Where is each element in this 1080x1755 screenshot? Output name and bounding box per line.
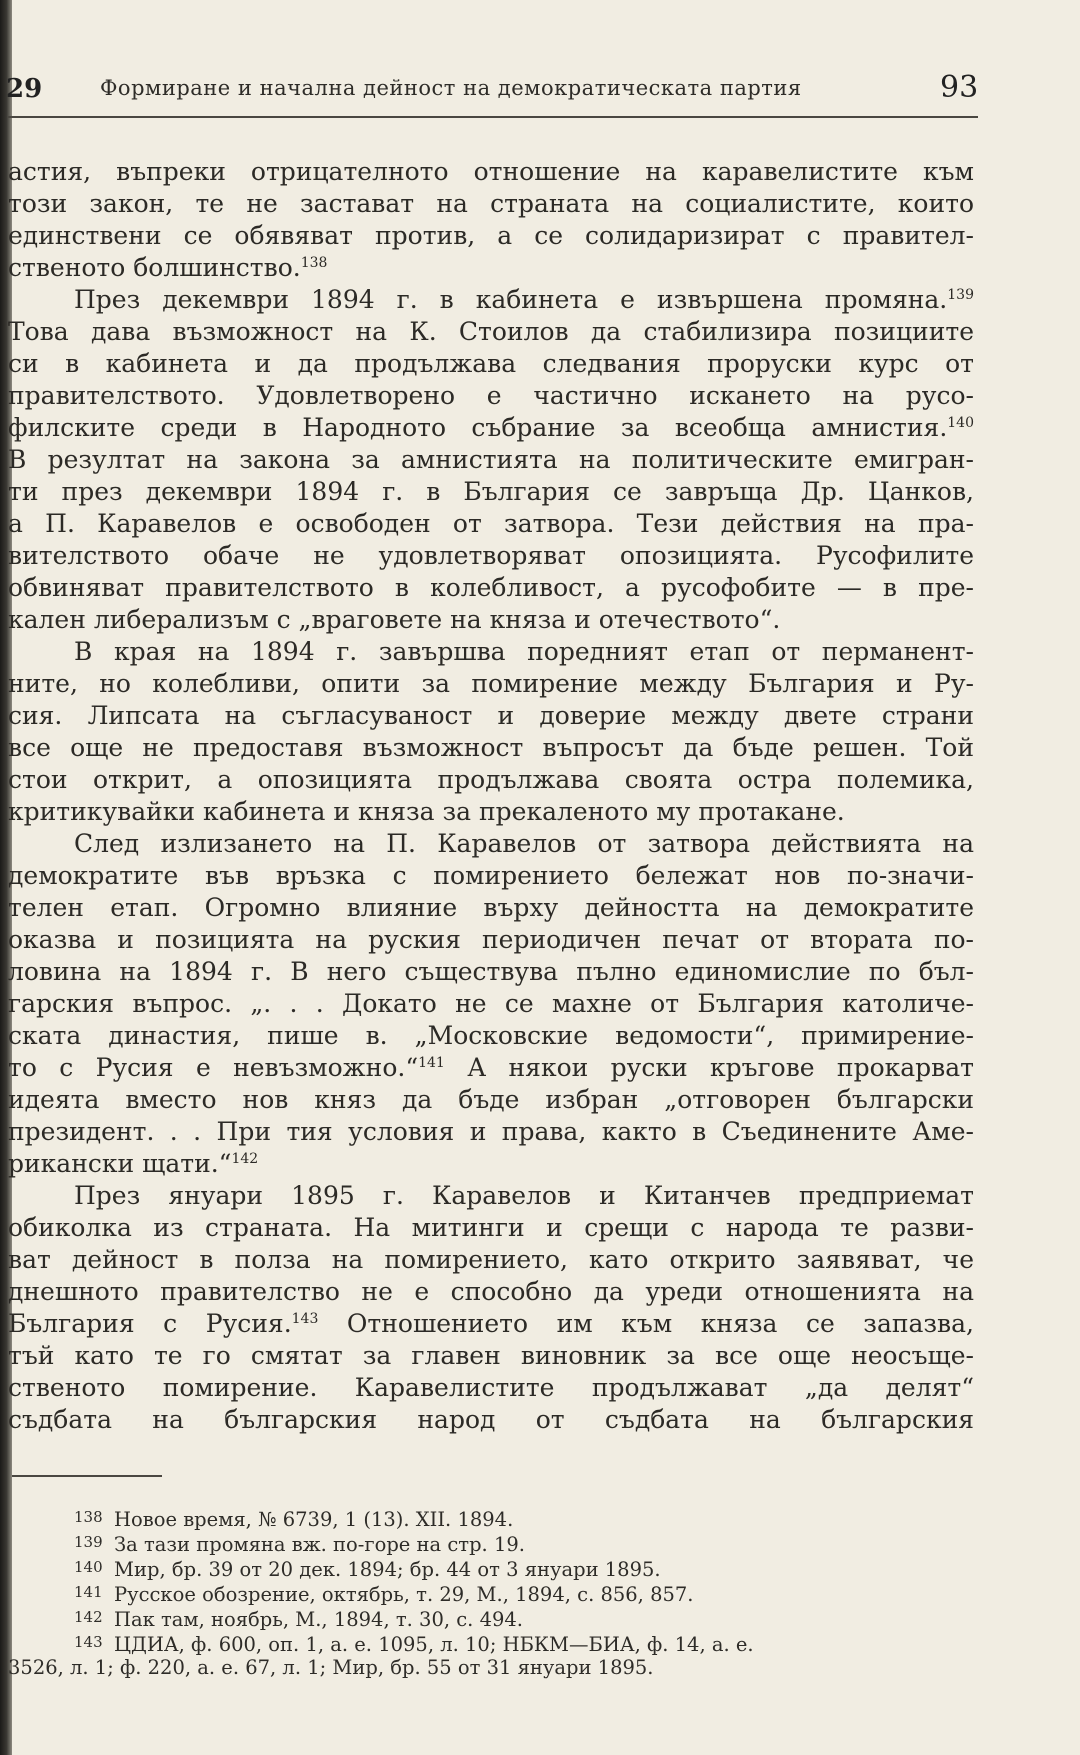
text-line [8, 1212, 974, 1244]
text-line [8, 1020, 974, 1052]
text-line [8, 828, 974, 860]
line-text: демократите във връзка с помирението бележат нов по-значи- [8, 861, 974, 890]
line-text: телен етап. Огромно влияние върху дейността на демократите [8, 893, 974, 922]
text-line [8, 1340, 974, 1372]
text-line [8, 924, 974, 956]
line-text: ти през декември 1894 г. в България се завръща Др. Цанков, [8, 477, 974, 506]
text-line [8, 668, 974, 700]
footnote-text: Пак там, ноябрь, М., 1894, т. 30, с. 494. [114, 1608, 523, 1631]
text-line [8, 1180, 974, 1212]
text-line [8, 1084, 974, 1116]
footnote-text: За тази промяна вж. по-горе на стр. 19. [114, 1533, 525, 1556]
header-divider [8, 116, 978, 118]
text-line [8, 1148, 974, 1180]
line-text: България с Русия. [8, 1309, 292, 1338]
line-text: В края на 1894 г. завършва поредният етап от перманент- [74, 637, 974, 666]
footnotes [8, 1505, 974, 1680]
page-header [0, 64, 980, 110]
line-text: ственото болшинство. [8, 253, 301, 282]
line-text: тъй като те го смятат за главен виновник за все още неосъще- [8, 1341, 974, 1370]
line-text-continued: А някои руски кръгове прокарват [444, 1053, 974, 1082]
footnote-text: Новое время, № 6739, 1 (13). XII. 1894. [114, 1508, 514, 1531]
line-text: След излизането на П. Каравелов от затвора действията на [74, 829, 974, 858]
text-line [8, 860, 974, 892]
text-line [8, 188, 974, 220]
line-text: астия, въпреки отрицателното отношение на каравелистите към [8, 157, 974, 186]
line-text: си в кабинета и да продължава следвания проруски курс от [8, 349, 974, 378]
line-text: критикувайки кабинета и княза за прекаленото му протакане. [8, 797, 845, 826]
running-title: Формиране и начална дейност на демократическата партия [100, 76, 802, 100]
footnote [8, 1530, 974, 1555]
line-text: стои открит, а опозицията продължава своята остра полемика, [8, 765, 974, 794]
text-line [8, 1404, 974, 1436]
line-text: а П. Каравелов е освободен от затвора. Тези действия на пра- [8, 509, 974, 538]
line-text: президент. . . При тия условия и права, както в Съединените Аме- [8, 1117, 974, 1146]
line-text: единствени се обявяват против, а се солидаризират с правител- [8, 221, 974, 250]
footnote-text: Русское обозрение, октябрь, т. 29, М., 1894, с. 856, 857. [114, 1583, 694, 1606]
line-text: филските среди в Народното събрание за всеобща амнистия. [8, 413, 948, 442]
text-line [8, 444, 974, 476]
line-text: През декември 1894 г. в кабинета е извършена промяна. [74, 285, 948, 314]
footnote-divider [12, 1475, 162, 1477]
text-line [8, 284, 974, 316]
line-text: ственото помирение. Каравелистите продължават „да делят“ [8, 1373, 974, 1402]
body-text [8, 156, 974, 1436]
footnote-number: 140 [74, 1558, 103, 1576]
text-line [8, 1308, 974, 1340]
text-line [8, 156, 974, 188]
line-text: вителството обаче не удовлетворяват опозицията. Русофилите [8, 541, 974, 570]
line-text: този закон, те не застават на страната на социалистите, които [8, 189, 974, 218]
line-text: обвиняват правителството в колебливост, а русофобите — в пре- [8, 573, 974, 602]
footnote [8, 1630, 974, 1655]
text-line [8, 796, 974, 828]
line-text: оказва и позицията на руския периодичен печат от втората по- [8, 925, 974, 954]
footnote-reference: 142 [231, 1151, 259, 1167]
text-line [8, 476, 974, 508]
line-text: гарския въпрос. „. . . Докато не се махне от България католиче- [8, 989, 974, 1018]
text-line [8, 988, 974, 1020]
text-line [8, 412, 974, 444]
text-line [8, 380, 974, 412]
text-line [8, 732, 974, 764]
footnote [8, 1505, 974, 1530]
footnote-text: ЦДИА, ф. 600, оп. 1, а. е. 1095, л. 10; НБКМ—БИА, ф. 14, а. е. [114, 1633, 754, 1656]
text-line [8, 316, 974, 348]
text-line [8, 1116, 974, 1148]
footnote-number: 138 [74, 1508, 103, 1526]
text-line [8, 764, 974, 796]
footnote-text: Мир, бр. 39 от 20 дек. 1894; бр. 44 от 3 януари 1895. [114, 1558, 661, 1581]
line-text: кален либерализъм с „враговете на княза и отечеството“. [8, 605, 781, 634]
footnote-number: 143 [74, 1633, 103, 1651]
footnote-reference: 139 [947, 287, 974, 303]
line-text: съдбата на българския народ от съдбата на българския [8, 1405, 974, 1434]
footnote-number: 141 [74, 1583, 103, 1601]
footnote-text: 3526, л. 1; ф. 220, а. е. 67, л. 1; Мир, бр. 55 от 31 януари 1895. [8, 1656, 654, 1679]
line-text: правителството. Удовлетворено е частично искането на русо- [8, 381, 974, 410]
line-text: все още не предоставя възможност въпросът да бъде решен. Той [8, 733, 974, 762]
text-line [8, 892, 974, 924]
line-text: идеята вместо нов княз да бъде избран „отговорен български [8, 1085, 974, 1114]
footnote-reference: 141 [418, 1055, 445, 1071]
line-text: обиколка из страната. На митинги и срещи с народа те разви- [8, 1213, 974, 1242]
text-line [8, 1372, 974, 1404]
text-line [8, 636, 974, 668]
footnote [8, 1555, 974, 1580]
text-line [8, 700, 974, 732]
footnote-reference: 140 [947, 415, 974, 431]
line-text: ловина на 1894 г. В него съществува пълно единомислие по бъл- [8, 957, 974, 986]
chapter-number: 29 [6, 74, 43, 104]
footnote-reference: 143 [291, 1311, 319, 1327]
line-text: ните, но колебливи, опити за помирение между България и Ру- [8, 669, 974, 698]
line-text: рикански щати.“ [8, 1149, 232, 1178]
text-line [8, 540, 974, 572]
line-text: ската династия, пише в. „Московские ведомости“, примирение- [8, 1021, 974, 1050]
text-line [8, 220, 974, 252]
line-text: В резултат на закона за амнистията на политическите емигран- [8, 445, 974, 474]
text-line [8, 956, 974, 988]
line-text: то с Русия е невъзможно.“ [8, 1053, 419, 1082]
text-line [8, 252, 974, 284]
footnote-reference: 138 [300, 255, 328, 271]
text-line [8, 508, 974, 540]
text-line [8, 348, 974, 380]
footnote-number: 139 [74, 1533, 103, 1551]
text-line [8, 1244, 974, 1276]
text-line [8, 572, 974, 604]
text-line [8, 1052, 974, 1084]
line-text: сия. Липсата на съгласуваност и доверие между двете страни [8, 701, 974, 730]
line-text: днешното правителство не е способно да уреди отношенията на [8, 1277, 974, 1306]
footnote [8, 1655, 974, 1680]
text-line [8, 604, 974, 636]
footnote [8, 1605, 974, 1630]
footnote [8, 1580, 974, 1605]
footnote-number: 142 [74, 1608, 103, 1626]
page-number: 93 [940, 70, 979, 105]
text-line [8, 1276, 974, 1308]
line-text: Това дава възможност на К. Стоилов да стабилизира позициите [8, 317, 974, 346]
line-text-continued: Отношението им към княза се запазва, [318, 1309, 974, 1338]
line-text: През януари 1895 г. Каравелов и Китанчев предприемат [74, 1181, 974, 1210]
line-text: ват дейност в полза на помирението, като открито заявяват, че [8, 1245, 974, 1274]
